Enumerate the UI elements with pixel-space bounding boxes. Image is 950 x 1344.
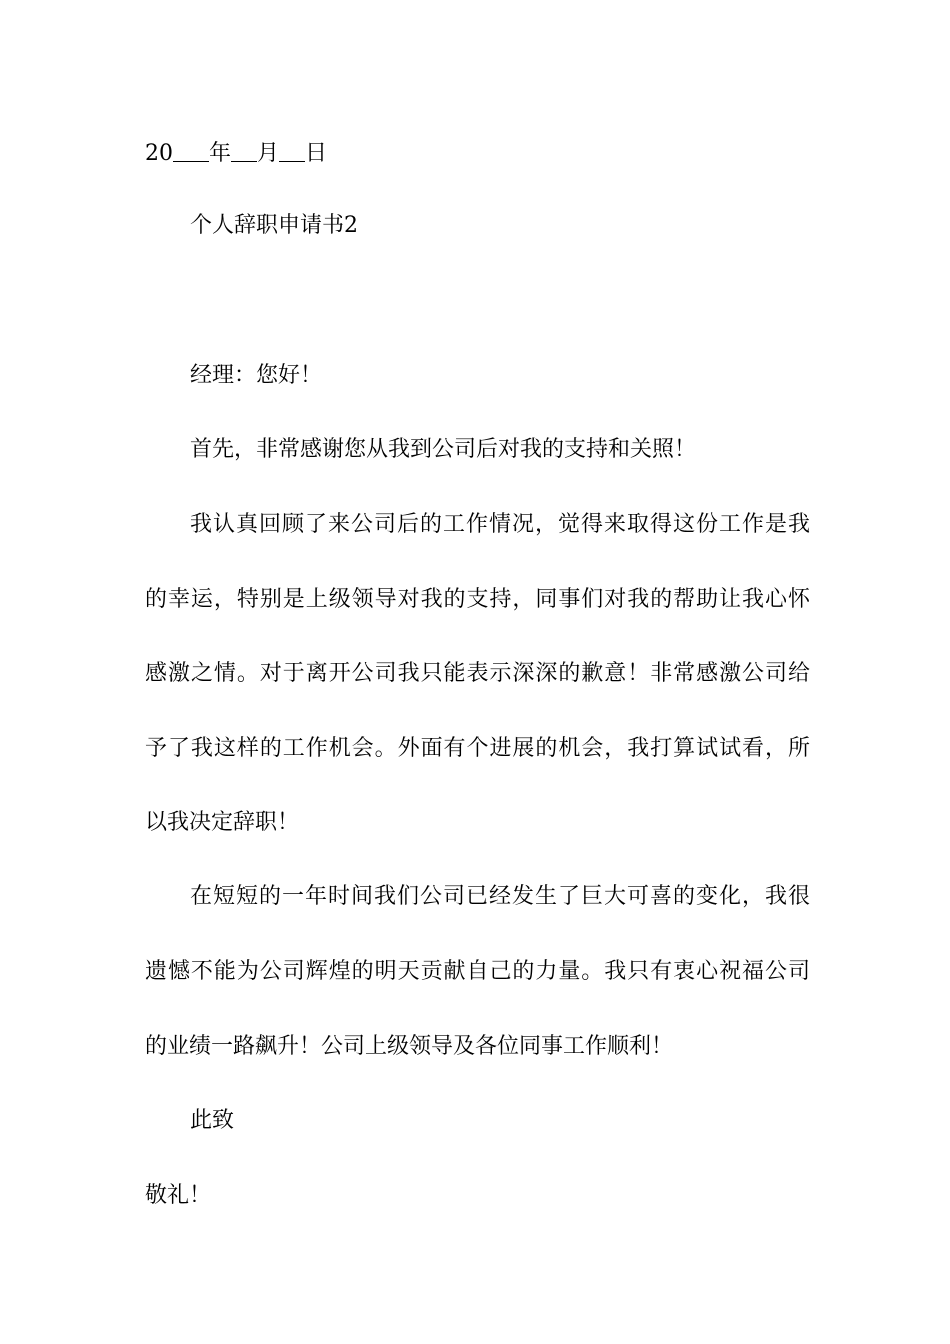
paragraph-3-line-3: 的业绩一路飙升！公司上级领导及各位同事工作顺利！	[145, 1034, 674, 1059]
day-blank	[279, 139, 305, 162]
month-label: 月	[257, 141, 280, 166]
day-label: 日	[305, 141, 328, 166]
paragraph-2-line-1: 我认真回顾了来公司后的工作情况，觉得来取得这份工作是我	[190, 512, 810, 537]
date-prefix: 20	[145, 141, 173, 166]
month-blank	[231, 139, 257, 162]
paragraph-2-line-5: 以我决定辞职！	[145, 810, 300, 835]
paragraph-2-line-2: 的幸运，特别是上级领导对我的支持，同事们对我的帮助让我心怀	[145, 587, 810, 612]
closing-greeting: 此致	[190, 1108, 235, 1133]
document-title: 个人辞职申请书2	[190, 213, 358, 238]
salutation: 经理：您好！	[190, 363, 323, 388]
paragraph-1-line-1: 首先，非常感谢您从我到公司后对我的支持和关照！	[190, 437, 697, 462]
year-blank	[173, 139, 209, 162]
closing-salute: 敬礼！	[145, 1183, 212, 1208]
paragraph-3-line-2: 遗憾不能为公司辉煌的明天贡献自己的力量。我只有衷心祝福公司	[145, 959, 810, 984]
paragraph-2-line-4: 予了我这样的工作机会。外面有个进展的机会，我打算试试看，所	[145, 736, 810, 761]
paragraph-2-line-3: 感激之情。对于离开公司我只能表示深深的歉意！非常感激公司给	[145, 661, 810, 686]
year-label: 年	[209, 141, 232, 166]
date-line	[145, 137, 810, 169]
paragraph-3-line-1: 在短短的一年时间我们公司已经发生了巨大可喜的变化，我很	[190, 884, 810, 909]
